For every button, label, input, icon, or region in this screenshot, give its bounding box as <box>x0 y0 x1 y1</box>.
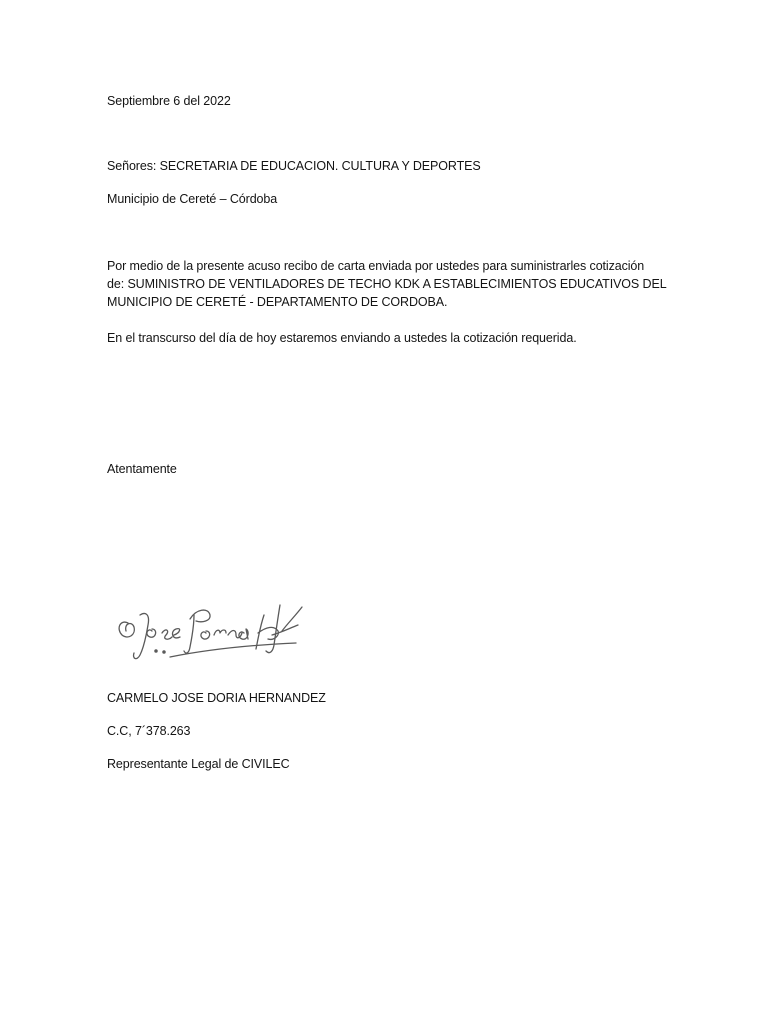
body-paragraph <box>107 257 667 311</box>
location-line: Municipio de Cereté – Córdoba <box>107 192 278 206</box>
recipient-line: Señores: SECRETARIA DE EDUCACION. CULTURA Y DEPORTES <box>107 159 481 173</box>
body-paragraph-line: Por medio de la presente acuso recibo de carta enviada por ustedes para suministrarles cotización <box>107 259 645 273</box>
second-paragraph: En el transcurso del día de hoy estaremos enviando a ustedes la cotización requerida. <box>107 331 577 345</box>
letter-date: Septiembre 6 del 2022 <box>107 94 231 108</box>
closing-line: Atentamente <box>107 462 177 476</box>
signer-role: Representante Legal de CIVILEC <box>107 757 290 771</box>
body-paragraph-line: MUNICIPIO DE CERETÉ - DEPARTAMENTO DE CORDOBA. <box>107 295 448 309</box>
body-paragraph-line: de: SUMINISTRO DE VENTILADORES DE TECHO KDK A ESTABLECIMIENTOS EDUCATIVOS DEL <box>107 277 667 291</box>
handwritten-signature <box>110 585 320 675</box>
signer-id: C.C, 7´378.263 <box>107 724 191 738</box>
signer-name: CARMELO JOSE DORIA HERNANDEZ <box>107 691 326 705</box>
